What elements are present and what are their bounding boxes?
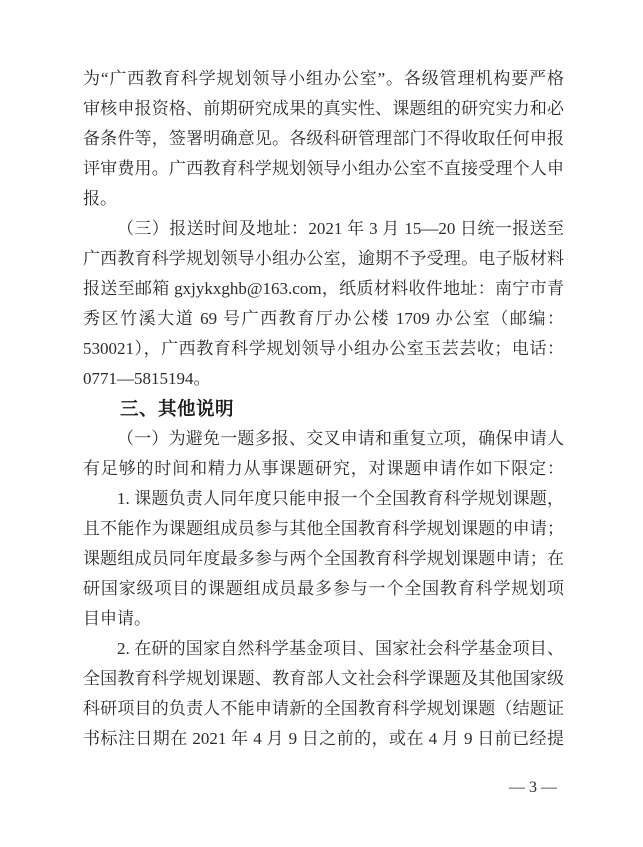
text-line: 科研项目的负责人不能申请新的全国教育科学规划课题（结题证 bbox=[83, 699, 564, 718]
page-number: — 3 — bbox=[509, 779, 557, 796]
text-line: 有足够的时间和精力从事课题研究，对课题申请作如下限定： bbox=[83, 459, 564, 478]
text-line: 且不能作为课题组成员参与其他全国教育科学规划课题的申请； bbox=[83, 519, 564, 538]
text-line: 书标注日期在 2021 年 4 月 9 日之前的，或在 4 月 9 日前已经提 bbox=[83, 729, 564, 748]
text-line: 0771—5815194。 bbox=[83, 369, 211, 388]
text-line: 课题组成员同年度最多参与两个全国教育科学规划课题申请；在 bbox=[83, 549, 564, 568]
text-line: （三）报送时间及地址：2021 年 3 月 15—20 日统一报送至 bbox=[117, 219, 564, 238]
text-line: 为“广西教育科学规划领导小组办公室”。各级管理机构要严格 bbox=[83, 69, 564, 88]
text-line: 2. 在研的国家自然科学基金项目、国家社会科学基金项目、 bbox=[117, 639, 564, 658]
text-line: 秀区竹溪大道 69 号广西教育厅办公楼 1709 办公室（邮编： bbox=[83, 309, 564, 328]
text-line: （一）为避免一题多报、交叉申请和重复立项，确保申请人 bbox=[117, 429, 564, 448]
section-heading: 三、其他说明 bbox=[120, 398, 235, 419]
text-line: 报。 bbox=[83, 189, 117, 208]
text-line: 报送至邮箱 gxjykxghb@163.com，纸质材料收件地址：南宁市青 bbox=[83, 279, 564, 298]
document-body bbox=[83, 64, 564, 754]
text-line: 全国教育科学规划课题、教育部人文社会科学课题及其他国家级 bbox=[83, 669, 564, 688]
text-line: 备条件等，签署明确意见。各级科研管理部门不得收取任何申报 bbox=[83, 129, 564, 148]
text-line: 目申请。 bbox=[83, 609, 151, 628]
text-line: 530021），广西教育科学规划领导小组办公室玉芸芸收；电话： bbox=[83, 339, 564, 358]
text-line: 审核申报资格、前期研究成果的真实性、课题组的研究实力和必 bbox=[83, 99, 564, 118]
text-line: 研国家级项目的课题组成员最多参与一个全国教育科学规划项 bbox=[83, 579, 564, 598]
text-line: 广西教育科学规划领导小组办公室，逾期不予受理。电子版材料 bbox=[83, 249, 564, 268]
text-line: 评审费用。广西教育科学规划领导小组办公室不直接受理个人申 bbox=[83, 159, 564, 178]
text-line: 1. 课题负责人同年度只能申报一个全国教育科学规划课题， bbox=[117, 489, 564, 508]
